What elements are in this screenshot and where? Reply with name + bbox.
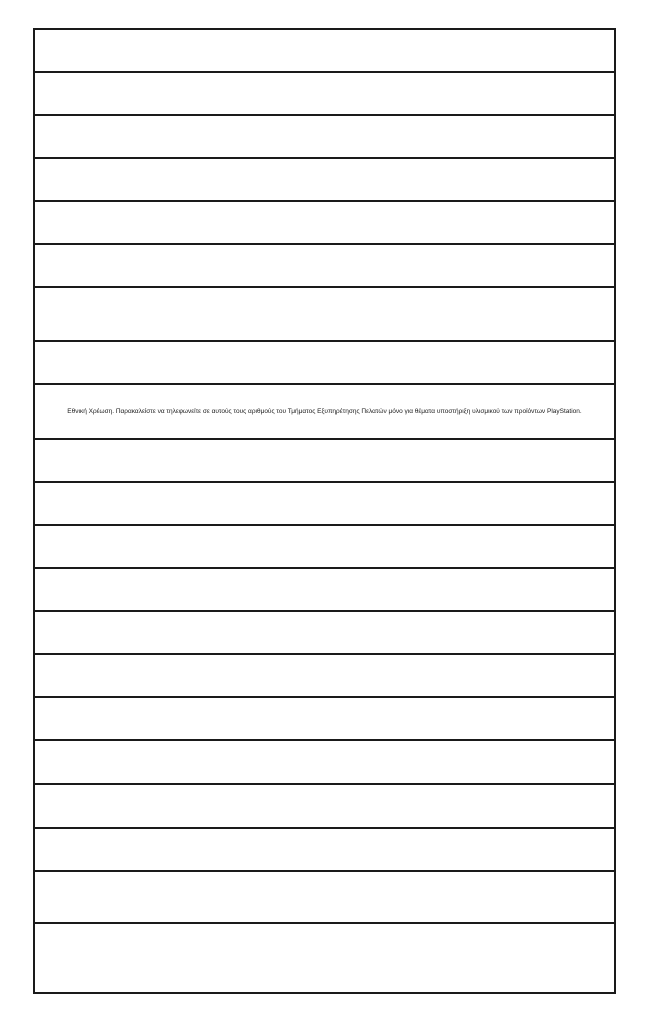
table-row	[35, 440, 614, 483]
table-row	[35, 526, 614, 569]
table-row	[35, 872, 614, 924]
table-row	[35, 30, 614, 73]
table-row	[35, 741, 614, 785]
table-row	[35, 924, 614, 996]
table-row	[35, 288, 614, 342]
table-row	[35, 612, 614, 655]
table-row	[35, 245, 614, 288]
table-row	[35, 483, 614, 526]
table-row	[35, 73, 614, 116]
table-row	[35, 698, 614, 741]
table-row-notice	[35, 385, 614, 440]
table-row	[35, 829, 614, 872]
document-table	[33, 28, 616, 994]
table-row	[35, 116, 614, 159]
notice-text: Εθνική Χρέωση. Παρακαλείστε να τηλεφωνείτε σε αυτούς τους αριθμούς του Τμήματος Εξυπηρέτησης Πελατών μόνο για θέματα υποστήριξη υλισμικού των προϊόντων PlayStation.	[67, 408, 582, 415]
table-row	[35, 785, 614, 829]
table-row	[35, 202, 614, 245]
table-row	[35, 342, 614, 385]
table-row	[35, 655, 614, 698]
table-row	[35, 159, 614, 202]
table-row	[35, 569, 614, 612]
